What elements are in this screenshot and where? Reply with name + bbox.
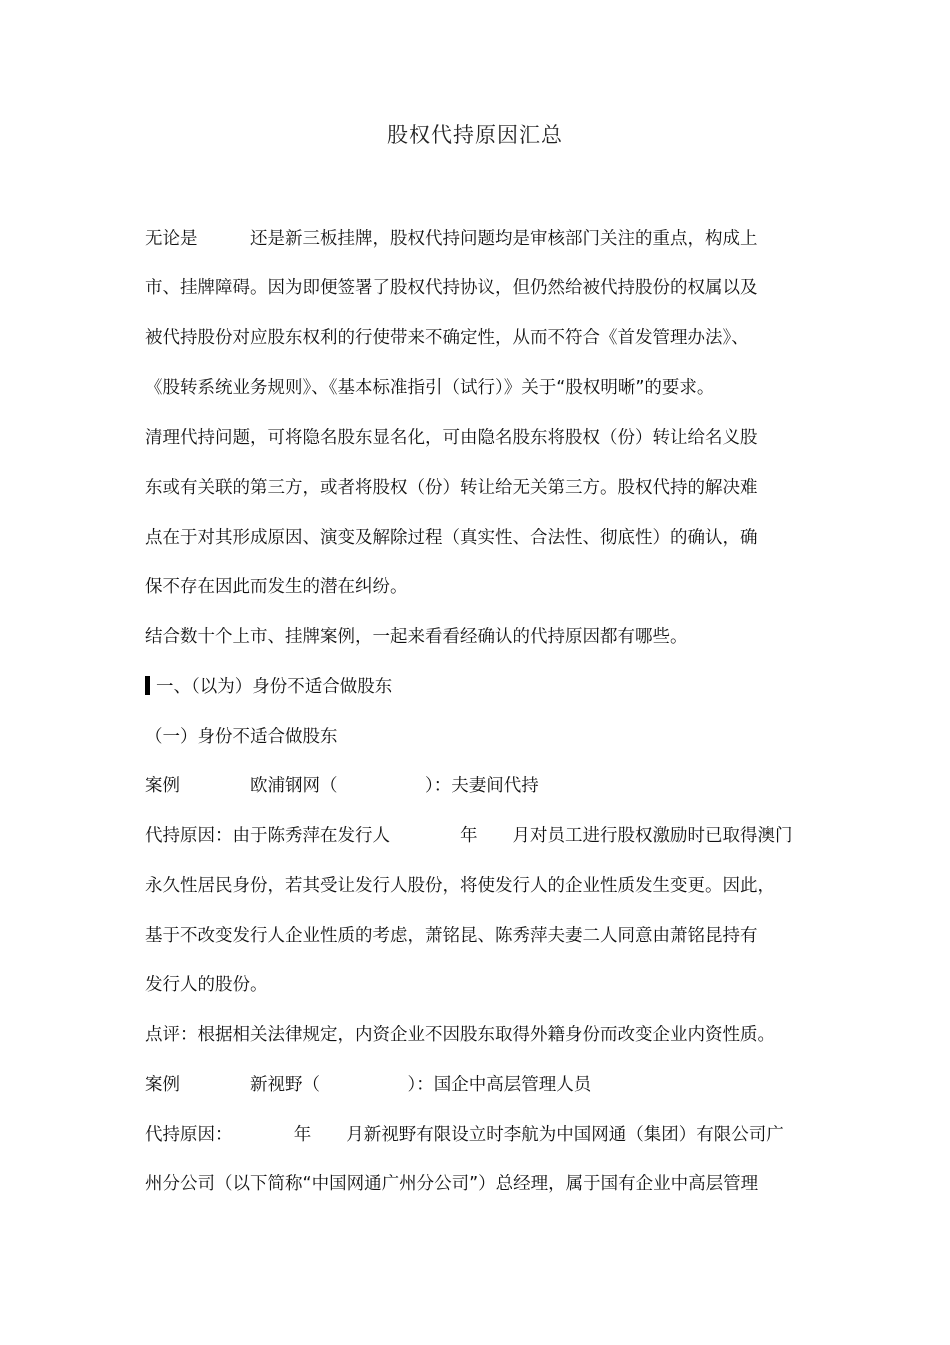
paragraph-line: 基于不改变发行人企业性质的考虑，萧铭昆、陈秀萍夫妻二人同意由萧铭昆持有 xyxy=(145,926,758,946)
paragraph-line: 代持原因： 年 月新视野有限设立时李航为中国网通（集团）有限公司广 xyxy=(145,1125,784,1145)
paragraph-line: 东或有关联的第三方，或者将股权（份）转让给无关第三方。股权代持的解决难 xyxy=(145,478,758,498)
heading-bar-icon xyxy=(145,676,150,695)
subsection-heading: （一）身份不适合做股东 xyxy=(145,727,338,747)
case-line: 案例 欧浦钢网（ ）：夫妻间代持 xyxy=(145,776,539,796)
paragraph-line: 市、挂牌障碍。因为即便签署了股权代持协议，但仍然给被代持股份的权属以及 xyxy=(145,278,758,298)
section-heading xyxy=(145,673,392,701)
section-heading-text: 一、（以为）身份不适合做股东 xyxy=(156,677,393,697)
paragraph-line: 州分公司（以下简称“中国网通广州分公司”）总经理，属于国有企业中高层管理 xyxy=(145,1174,759,1194)
paragraph-line: 保不存在因此而发生的潜在纠纷。 xyxy=(145,577,408,597)
document-title: 股权代持原因汇总 xyxy=(387,123,563,147)
case-line: 案例 新视野（ ）：国企中高层管理人员 xyxy=(145,1075,592,1095)
paragraph-line: 点在于对其形成原因、演变及解除过程（真实性、合法性、彻底性）的确认，确 xyxy=(145,528,758,548)
paragraph-line: 结合数十个上市、挂牌案例，一起来看看经确认的代持原因都有哪些。 xyxy=(145,627,688,647)
paragraph-line: 代持原因：由于陈秀萍在发行人 年 月对员工进行股权激励时已取得澳门 xyxy=(145,826,793,846)
paragraph-line: 无论是 还是新三板挂牌，股权代持问题均是审核部门关注的重点，构成上 xyxy=(145,229,758,249)
paragraph-line: 永久性居民身份，若其受让发行人股份，将使发行人的企业性质发生变更。因此， xyxy=(145,876,775,896)
paragraph-line: 《股转系统业务规则》、《基本标准指引（试行）》关于“股权明晰”的要求。 xyxy=(145,378,715,398)
paragraph-line: 被代持股份对应股东权利的行使带来不确定性，从而不符合《首发管理办法》、 xyxy=(145,328,749,348)
paragraph-line: 发行人的股份。 xyxy=(145,975,268,995)
comment-line: 点评：根据相关法律规定，内资企业不因股东取得外籍身份而改变企业内资性质。 xyxy=(145,1025,775,1045)
paragraph-line: 清理代持问题，可将隐名股东显名化，可由隐名股东将股权（份）转让给名义股 xyxy=(145,428,758,448)
